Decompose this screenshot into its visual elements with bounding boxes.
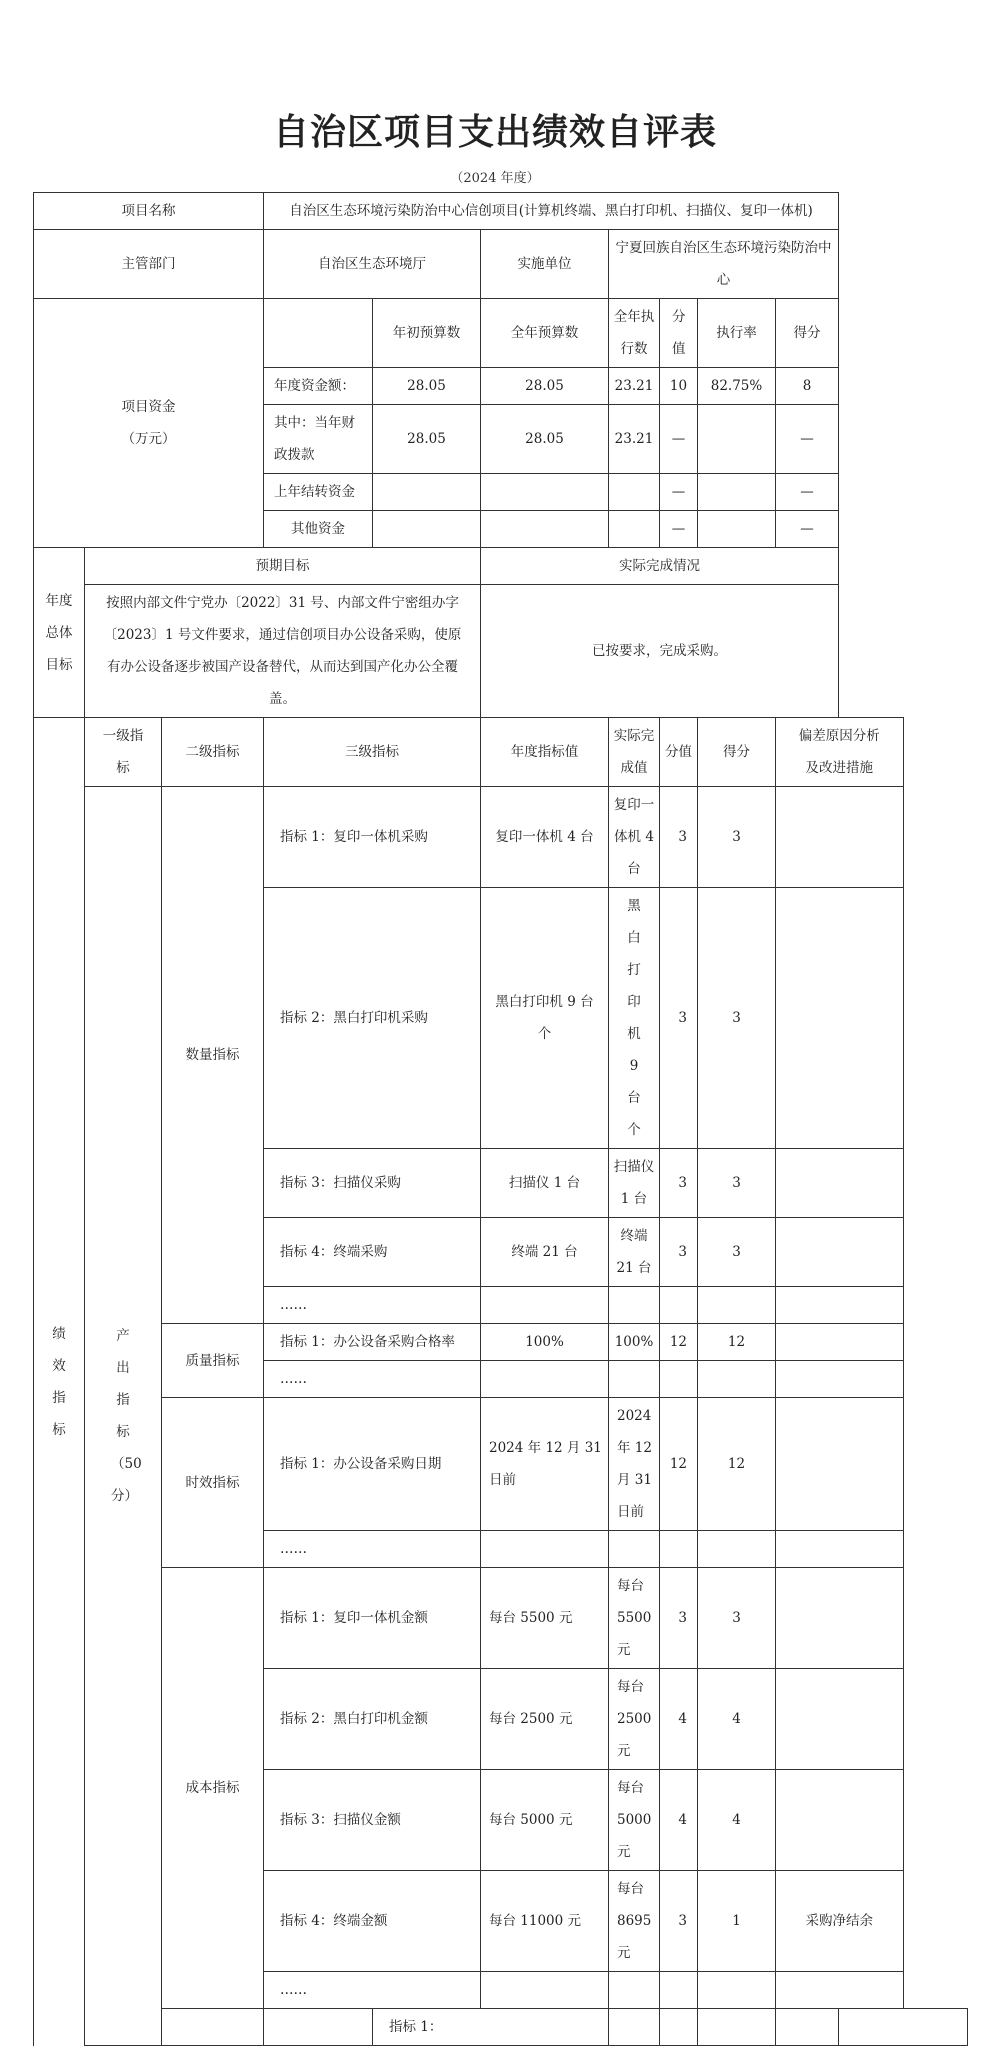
indicator-reason [776, 787, 904, 888]
group-quality: 质量指标 [162, 1324, 264, 1398]
indicator-score-value: 4 [660, 1770, 698, 1871]
empty-cell [776, 2009, 839, 2046]
document-year: （2024 年度） [450, 171, 540, 186]
indicator-score: 3 [698, 888, 776, 1149]
unit-label: 实施单位 [481, 230, 609, 299]
indicator-score: 3 [698, 787, 776, 888]
funds-score-value: — [660, 405, 698, 474]
actual-goal-header: 实际完成情况 [481, 548, 839, 585]
indicator-name: 指标 1：办公设备采购合格率 [264, 1324, 481, 1361]
indicator-target: 每台 11000 元 [481, 1871, 609, 1972]
indicator-target: 终端 21 台 [481, 1218, 609, 1287]
group-cost: 成本指标 [162, 1568, 264, 2009]
funds-annual [481, 474, 609, 511]
indicator-score [698, 1361, 776, 1398]
indicator-name: 指标 3：扫描仪采购 [264, 1149, 481, 1218]
funds-rate [698, 405, 776, 474]
indicator-reason [776, 1324, 904, 1361]
funds-annual: 28.05 [481, 405, 609, 474]
indicator-name: 指标 4：终端采购 [264, 1218, 481, 1287]
funds-score: — [776, 511, 839, 548]
funds-initial: 28.05 [373, 405, 481, 474]
indicator-reason [776, 1568, 904, 1669]
project-name-value: 自治区生态环境污染防治中心信创项目(计算机终端、黑白打印机、扫描仪、复印一体机) [264, 193, 839, 230]
funds-row-label: 其中：当年财政拨款 [264, 405, 373, 474]
indicator-score: 4 [698, 1669, 776, 1770]
indicator-name: …… [264, 1531, 481, 1568]
indicator-reason [776, 1149, 904, 1218]
indicator-name: 指标 3：扫描仪金额 [264, 1770, 481, 1871]
funds-header-annual: 全年预算数 [481, 299, 609, 368]
indicator-score-value: 12 [660, 1324, 698, 1361]
indicator-target [481, 1361, 609, 1398]
indicator-score-value: 12 [660, 1398, 698, 1531]
empty-cell [698, 2009, 776, 2046]
indicator-reason [776, 1770, 904, 1871]
indicator-actual: 每台 5000 元 [609, 1770, 660, 1871]
funds-row-label: 其他资金 [264, 511, 373, 548]
funds-rate: 82.75% [698, 368, 776, 405]
indicator-reason [776, 1972, 904, 2009]
empty-cell [839, 2009, 968, 2046]
dept-value: 自治区生态环境厅 [264, 230, 481, 299]
funds-executed [609, 511, 660, 548]
funds-score-value: 10 [660, 368, 698, 405]
actual-goal-text: 已按要求，完成采购。 [481, 585, 839, 718]
indicator-score-value: 3 [660, 888, 698, 1149]
indicator-name: 指标 2：黑白打印机采购 [264, 888, 481, 1149]
group-quantity: 数量指标 [162, 787, 264, 1324]
indicator-score: 4 [698, 1770, 776, 1871]
indicator-score-value [660, 1287, 698, 1324]
funds-executed: 23.21 [609, 368, 660, 405]
indicator-actual: 复印一体机 4 台 [609, 787, 660, 888]
funds-header-score-value: 分值 [660, 299, 698, 368]
indicator-score [698, 1531, 776, 1568]
score-value-header: 分值 [660, 718, 698, 787]
indicator-name: 指标 1：复印一体机金额 [264, 1568, 481, 1669]
funds-score: — [776, 405, 839, 474]
performance-table [33, 192, 968, 2046]
indicator-reason [776, 1669, 904, 1770]
indicator-score-value: 3 [660, 1871, 698, 1972]
indicator-score-value [660, 1972, 698, 2009]
funds-row-label: 上年结转资金 [264, 474, 373, 511]
funds-header-rate: 执行率 [698, 299, 776, 368]
indicator-name: 指标 2：黑白打印机金额 [264, 1669, 481, 1770]
indicator-reason: 采购净结余 [776, 1871, 904, 1972]
funds-score-value: — [660, 474, 698, 511]
funds-annual [481, 511, 609, 548]
expected-goal-text: 按照内部文件宁党办〔2022〕31 号、内部文件宁密组办字〔2023〕1 号文件要求，通过信创项目办公设备采购，使原有办公设备逐步被国产设备替代，从而达到国产化办公全覆盖。 [85, 585, 481, 718]
funds-initial [373, 474, 481, 511]
indicator-score: 1 [698, 1871, 776, 1972]
funds-rate [698, 474, 776, 511]
indicator-score: 12 [698, 1398, 776, 1531]
funds-score-value: — [660, 511, 698, 548]
project-name-label: 项目名称 [34, 193, 264, 230]
indicator-target: 每台 5000 元 [481, 1770, 609, 1871]
indicator-reason [776, 1531, 904, 1568]
indicator-target: 扫描仪 1 台 [481, 1149, 609, 1218]
empty-cell [264, 2009, 373, 2046]
expected-goal-header: 预期目标 [85, 548, 481, 585]
indicator-score-value [660, 1531, 698, 1568]
indicator-actual: 每台 2500 元 [609, 1669, 660, 1770]
funds-score: — [776, 474, 839, 511]
indicator-score-value: 3 [660, 1149, 698, 1218]
indicator-actual: 每台 8695 元 [609, 1871, 660, 1972]
reason-header: 偏差原因分析及改进措施 [776, 718, 904, 787]
indicator-actual [609, 1531, 660, 1568]
indicator-actual: 黑白打印机 9 台个 [609, 888, 660, 1149]
indicator-score: 3 [698, 1218, 776, 1287]
indicator-score [698, 1972, 776, 2009]
indicator-name: 指标 1：办公设备采购日期 [264, 1398, 481, 1531]
output-indicator-label: 产出指标（50分） [85, 787, 162, 2046]
indicator-target [481, 1531, 609, 1568]
funds-label-cell [34, 299, 264, 548]
empty-cell [162, 2009, 264, 2046]
indicator-reason [776, 1287, 904, 1324]
indicator-score: 3 [698, 1568, 776, 1669]
indicator-name: …… [264, 1361, 481, 1398]
actual-header: 实际完成值 [609, 718, 660, 787]
empty-cell [660, 2009, 698, 2046]
indicator-actual: 终端 21 台 [609, 1218, 660, 1287]
indicator-reason [776, 1361, 904, 1398]
indicator-actual: 100% [609, 1324, 660, 1361]
indicator-target: 复印一体机 4 台 [481, 787, 609, 888]
funds-header-executed: 全年执行数 [609, 299, 660, 368]
document-title: 自治区项目支出绩效自评表 [272, 111, 717, 153]
funds-executed: 23.21 [609, 405, 660, 474]
funds-executed [609, 474, 660, 511]
indicator-target [481, 1972, 609, 2009]
funds-header-score: 得分 [776, 299, 839, 368]
indicator-score-value: 3 [660, 787, 698, 888]
funds-label: 项目资金 [121, 399, 176, 415]
indicator-score: 12 [698, 1324, 776, 1361]
indicator-actual: 每台 5500 元 [609, 1568, 660, 1669]
indicator-score: 3 [698, 1149, 776, 1218]
funds-corner [264, 299, 373, 368]
level2-header: 二级指标 [162, 718, 264, 787]
indicator-score [698, 1287, 776, 1324]
funds-row-label: 年度资金额： [264, 368, 373, 405]
performance-indicator-label: 绩效指标 [34, 718, 85, 2046]
indicator-target: 每台 5500 元 [481, 1568, 609, 1669]
indicator-score-value: 3 [660, 1568, 698, 1669]
empty-cell [609, 2009, 660, 2046]
indicator-target: 100% [481, 1324, 609, 1361]
indicator-reason [776, 1218, 904, 1287]
indicator-actual: 扫描仪 1 台 [609, 1149, 660, 1218]
indicator-actual [609, 1287, 660, 1324]
indicator-score-value [660, 1361, 698, 1398]
level1-header: 一级指标 [85, 718, 162, 787]
indicator-score-value: 3 [660, 1218, 698, 1287]
funds-rate [698, 511, 776, 548]
funds-header-initial: 年初预算数 [373, 299, 481, 368]
indicator-target: 每台 2500 元 [481, 1669, 609, 1770]
indicator-name: 指标 1：复印一体机采购 [264, 787, 481, 888]
indicator-name: …… [264, 1972, 481, 2009]
target-header: 年度指标值 [481, 718, 609, 787]
funds-annual: 28.05 [481, 368, 609, 405]
indicator-actual: 2024 年 12 月 31 日前 [609, 1398, 660, 1531]
indicator-reason [776, 1398, 904, 1531]
indicator-reason [776, 888, 904, 1149]
indicator-name: …… [264, 1287, 481, 1324]
indicator-target: 2024 年 12 月 31 日前 [481, 1398, 609, 1531]
funds-initial: 28.05 [373, 368, 481, 405]
indicator-actual [609, 1361, 660, 1398]
unit-value: 宁夏回族自治区生态环境污染防治中心 [609, 230, 839, 299]
funds-initial [373, 511, 481, 548]
annual-goal-label: 年度总体目标 [34, 548, 85, 718]
indicator-target [481, 1287, 609, 1324]
indicator-target: 黑白打印机 9 台个 [481, 888, 609, 1149]
group-timeliness: 时效指标 [162, 1398, 264, 1568]
level3-header: 三级指标 [264, 718, 481, 787]
score-header: 得分 [698, 718, 776, 787]
funds-score: 8 [776, 368, 839, 405]
indicator-score-value: 4 [660, 1669, 698, 1770]
indicator-name: 指标 4：终端金额 [264, 1871, 481, 1972]
indicator-name: 指标 1： [373, 2009, 609, 2046]
dept-label: 主管部门 [34, 230, 264, 299]
funds-unit: （万元） [121, 431, 176, 447]
indicator-actual [609, 1972, 660, 2009]
